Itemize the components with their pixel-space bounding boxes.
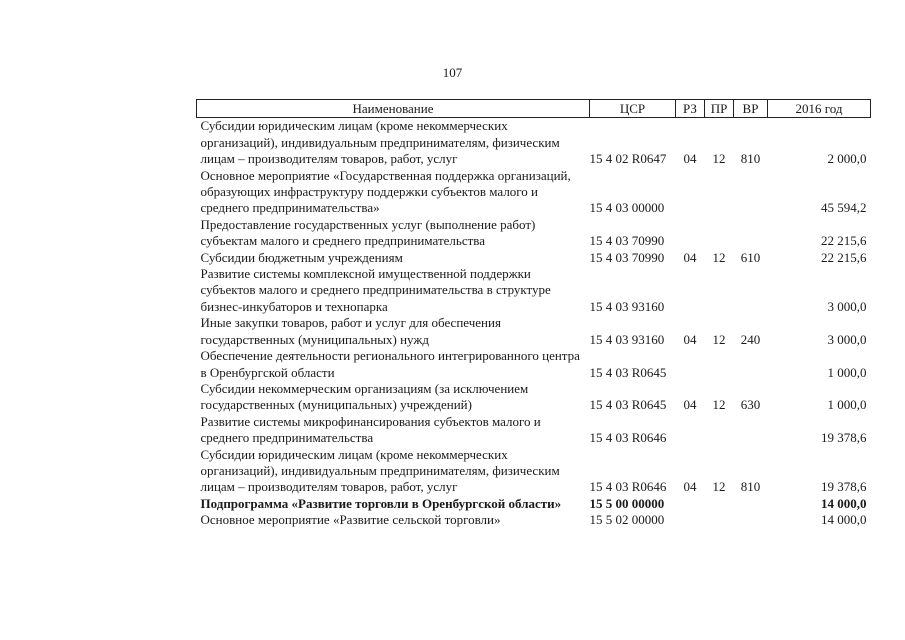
row-pr: 12 (712, 331, 726, 347)
header-name: Наименование (197, 100, 590, 118)
row-name: Развитие системы микрофинансирования субъектов малого и среднего предпринимательства (200, 413, 541, 446)
row-amount: 19 378,6 (821, 430, 867, 446)
row-csr: 15 4 03 93160 (589, 331, 665, 347)
row-amount: 3 000,0 (827, 298, 867, 314)
row-pr: 12 (712, 249, 726, 265)
row-rz (676, 348, 705, 381)
row-rz: 04 (683, 331, 697, 347)
row-vr: 810 (740, 479, 761, 495)
row-name: Субсидии бюджетным учреждениям (200, 249, 403, 265)
header-csr: ЦСР (590, 100, 676, 118)
row-rz: 04 (683, 479, 697, 495)
row-name: Развитие системы комплексной имущественной поддержки субъектов малого и среднего предпринимательства в структуре бизнес-инкубаторов и технопарка (200, 266, 551, 314)
row-pr: 12 (712, 151, 726, 167)
row-vr: 810 (740, 151, 761, 167)
row-amount: 3 000,0 (827, 331, 867, 347)
row-vr (734, 266, 768, 315)
row-vr (734, 512, 768, 528)
row-vr (734, 496, 768, 512)
row-pr (705, 512, 734, 528)
table-header-row (197, 100, 871, 118)
row-pr (705, 266, 734, 315)
row-csr: 15 4 03 93160 (589, 298, 665, 314)
row-csr: 15 4 03 00000 (589, 200, 665, 216)
row-pr (705, 496, 734, 512)
row-name: Субсидии некоммерческим организациям (за исключением государственных (муниципальных) учреждений) (200, 380, 529, 413)
row-name: Иные закупки товаров, работ и услуг для обеспечения государственных (муниципальных) нужд (200, 315, 501, 347)
row-csr: 15 4 03 R0645 (589, 364, 667, 380)
table-row (197, 266, 871, 315)
row-name: Субсидии юридическим лицам (кроме некоммерческих организаций), индивидуальным предпринимателям, физическим лицам – производителям товаров, работ, услуг (200, 446, 560, 495)
row-csr: 15 4 03 R0646 (589, 479, 667, 495)
row-rz: 04 (683, 397, 697, 413)
table-row (197, 348, 871, 381)
row-rz (676, 414, 705, 447)
row-amount: 22 215,6 (821, 233, 867, 249)
page-number: 107 (442, 65, 463, 80)
table-row (197, 168, 871, 217)
row-amount: 22 215,6 (821, 249, 867, 265)
row-name: Субсидии юридическим лицам (кроме некоммерческих организаций), индивидуальным предпринимателям, физическим лицам – производителям товаров, работ, услуг (200, 118, 560, 167)
table-row-subprogram (197, 496, 871, 512)
row-rz: 04 (683, 151, 697, 167)
row-amount: 1 000,0 (827, 364, 867, 380)
table-row (197, 315, 871, 348)
budget-table (196, 99, 871, 529)
row-vr: 610 (740, 249, 761, 265)
table-row (197, 447, 871, 496)
row-pr (705, 217, 734, 250)
row-name: Обеспечение деятельности регионального интегрированного центра в Оренбургской области (200, 348, 580, 380)
row-rz (676, 512, 705, 528)
row-csr: 15 4 03 R0645 (589, 397, 667, 413)
table-row (197, 250, 871, 266)
row-rz: 04 (683, 249, 697, 265)
row-name: Основное мероприятие «Развитие сельской торговли» (200, 512, 501, 528)
row-vr (734, 414, 768, 447)
header-rz: РЗ (676, 100, 705, 118)
row-pr (705, 168, 734, 217)
row-csr: 15 4 03 70990 (589, 249, 665, 265)
row-csr: 15 4 03 70990 (589, 233, 665, 249)
row-amount: 45 594,2 (821, 200, 867, 216)
row-rz (676, 496, 705, 512)
row-pr: 12 (712, 479, 726, 495)
table-row (197, 381, 871, 414)
table-row (197, 118, 871, 168)
row-amount: 1 000,0 (827, 397, 867, 413)
header-year: 2016 год (768, 100, 871, 118)
row-amount: 2 000,0 (827, 151, 867, 167)
row-pr (705, 348, 734, 381)
row-vr (734, 217, 768, 250)
table-row (197, 217, 871, 250)
row-amount: 19 378,6 (821, 479, 867, 495)
row-vr: 630 (740, 397, 761, 413)
row-name: Предоставление государственных услуг (выполнение работ) субъектам малого и среднего предпринимательства (200, 216, 536, 249)
row-vr (734, 348, 768, 381)
row-name: Основное мероприятие «Государственная поддержка организаций, образующих инфраструктуру поддержки субъектов малого и среднего предпринимательства» (200, 167, 571, 216)
header-vr: ВР (734, 100, 768, 118)
row-pr (705, 414, 734, 447)
row-csr: 15 4 03 R0646 (589, 430, 667, 446)
row-amount: 14 000,0 (821, 495, 867, 511)
row-csr: 15 5 02 00000 (589, 512, 665, 528)
row-rz (676, 168, 705, 217)
row-pr: 12 (712, 397, 726, 413)
row-amount: 14 000,0 (821, 512, 867, 528)
row-name: Подпрограмма «Развитие торговли в Оренбургской области» (200, 495, 562, 511)
row-rz (676, 217, 705, 250)
row-vr (734, 168, 768, 217)
row-rz (676, 266, 705, 315)
table-row (197, 414, 871, 447)
header-pr: ПР (705, 100, 734, 118)
row-csr: 15 4 02 R0647 (589, 151, 667, 167)
row-csr: 15 5 00 00000 (589, 495, 665, 511)
table-row (197, 512, 871, 528)
row-vr: 240 (740, 331, 761, 347)
